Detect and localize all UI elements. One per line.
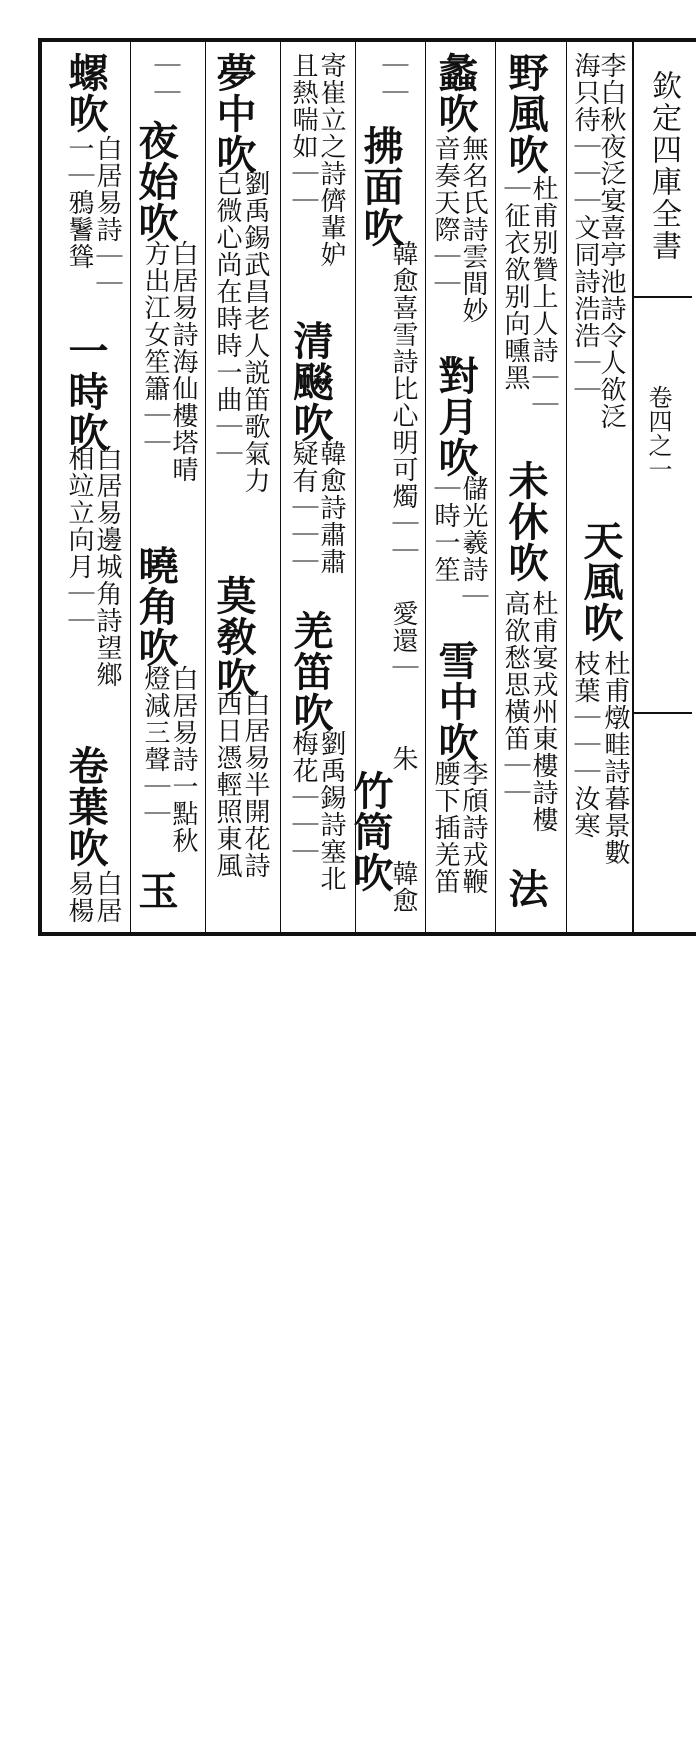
text-col: 高欲愁思橫笛｜｜ <box>500 590 530 806</box>
text-col: 白居易詩｜｜ <box>92 135 122 297</box>
text-col: 朱 <box>388 745 418 772</box>
fish-tail-rule-bottom <box>634 712 692 714</box>
text-col: 海只待｜｜｜文同詩浩浩｜｜ <box>570 52 600 403</box>
text-col: 相竝立向月｜｜ <box>64 445 94 634</box>
column-rule <box>566 42 567 934</box>
text-col: 劉禹錫武昌老人説笛歌氣力 <box>240 170 270 494</box>
text-col: 枝葉｜｜｜汝寒 <box>570 650 600 839</box>
entry-heading: 羌笛吹 <box>287 610 334 733</box>
text-col: 李頎詩戎鞭 <box>458 760 488 895</box>
entry-heading: 竹筒吹 <box>347 770 394 893</box>
text-col: 杜甫宴戎州東樓詩樓 <box>528 590 558 833</box>
text-col: 西日憑輕照東風 <box>212 690 242 879</box>
entry-heading: 曉角吹 <box>132 545 179 668</box>
text-col: 白居易半開花詩 <box>240 690 270 879</box>
entry-heading: 拂面吹 <box>357 125 404 248</box>
entry-heading: 天風吹 <box>577 520 624 643</box>
text-col: ｜｜ <box>150 52 180 106</box>
entry-heading: 未休吹 <box>502 460 549 583</box>
text-col: ｜｜ <box>378 52 408 106</box>
text-col: 愛還｜ <box>388 600 418 681</box>
margin-juan: 卷四之一 <box>644 385 672 481</box>
entry-heading: 卷葉吹 <box>62 745 109 868</box>
entry-heading: 夢中吹 <box>210 52 257 175</box>
column-rule <box>130 42 131 934</box>
entry-heading: 清飈吹 <box>287 320 334 443</box>
fish-tail-rule-top <box>634 296 692 298</box>
text-col: 音奏天際｜｜ <box>430 135 460 297</box>
entry-heading: 玉 <box>132 870 179 911</box>
text-col: 韓愈詩肅肅 <box>316 440 346 575</box>
column-rule <box>425 42 426 934</box>
entry-heading: 蠡吹 <box>432 52 479 134</box>
text-col: 李白秋夜泛宴喜亭池詩令人欲泛 <box>596 52 626 430</box>
text-col: 已微心尚在時時一曲｜｜ <box>212 170 242 467</box>
text-col: 白居易邊城角詩望鄉 <box>92 445 122 688</box>
text-col: 杜甫燉畦詩暮景數 <box>600 650 630 866</box>
text-col: 寄崔立之詩儕輩妒 <box>316 52 346 268</box>
text-col: 劉禹錫詩塞北 <box>316 730 346 892</box>
text-col: 韓愈 <box>388 860 418 914</box>
text-col: 疑有｜｜｜ <box>288 440 318 575</box>
margin-title: 欽定四庫全書 <box>646 70 681 262</box>
text-col: 方出江女笙簫｜｜ <box>140 240 170 456</box>
entry-heading: 一時吹 <box>62 330 109 453</box>
entry-heading: 法 <box>502 868 549 909</box>
text-col: 一｜鴉鬐聳 <box>64 135 94 270</box>
column-rule <box>495 42 496 934</box>
text-col: 且熱喘如｜｜ <box>288 52 318 214</box>
entry-heading: 野風吹 <box>502 52 549 175</box>
text-col: 白居 <box>92 870 122 924</box>
entry-heading: 夜始吹 <box>132 120 179 243</box>
text-col: ｜征衣欲别向曛黑 <box>500 175 530 391</box>
text-col: ｜時一笙 <box>430 475 460 583</box>
entry-heading: 螺吹 <box>62 52 109 134</box>
entry-heading: 莫敎吹 <box>210 575 257 698</box>
text-col: 白居易詩海仙樓塔晴 <box>168 240 198 483</box>
text-col: 腰下插羌笛 <box>430 760 460 895</box>
text-col: 易楊 <box>64 870 94 924</box>
text-col: 儲光羲詩｜ <box>458 475 488 610</box>
entry-heading: 雪中吹 <box>432 640 479 763</box>
entry-heading: 對月吹 <box>432 355 479 478</box>
text-col: 無名氏詩雲間妙 <box>458 135 488 324</box>
text-col: 梅花｜｜｜ <box>288 730 318 865</box>
text-col: 白居易詩一點秋 <box>168 665 198 854</box>
column-rule <box>205 42 206 934</box>
column-rule <box>280 42 281 934</box>
text-col: 韓愈喜雪詩比心明可燭｜｜ <box>388 240 418 564</box>
text-col: 杜甫别贊上人詩｜｜ <box>528 175 558 418</box>
text-col: 燈減三聲｜｜ <box>140 665 170 827</box>
